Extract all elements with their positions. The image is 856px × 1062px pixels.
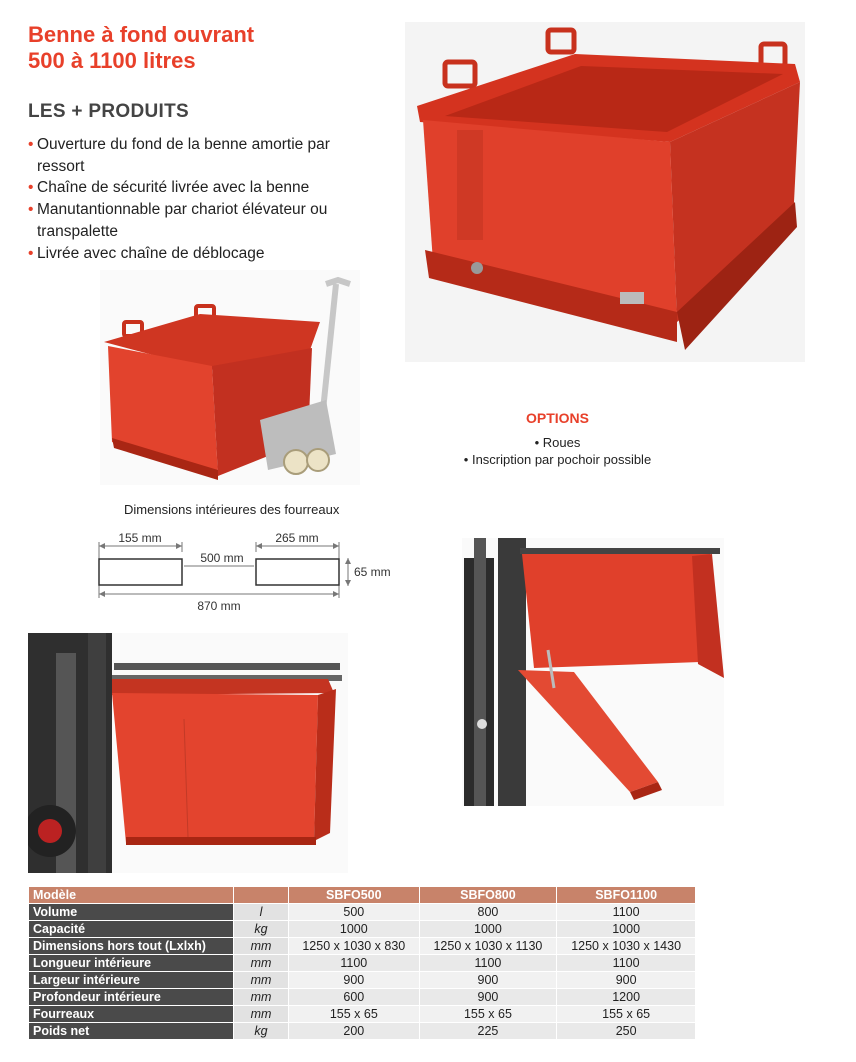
cell-value: 1100 <box>289 955 420 972</box>
table-row <box>29 989 696 1006</box>
row-label: Dimensions hors tout (Lxlxh) <box>29 938 234 955</box>
row-unit: mm <box>234 989 289 1006</box>
feature-item: • Chaîne de sécurité livrée avec la benne <box>28 177 358 199</box>
row-unit: kg <box>234 921 289 938</box>
cell-value: 600 <box>289 989 420 1006</box>
page-title <box>28 22 254 74</box>
cell-value: 1250 x 1030 x 1430 <box>557 938 696 955</box>
cell-value: 1100 <box>557 955 696 972</box>
skip-on-forklift-photo <box>28 633 348 873</box>
options-heading: OPTIONS <box>525 410 589 426</box>
cell-value: 225 <box>419 1023 557 1040</box>
table-row <box>29 921 696 938</box>
features-list <box>28 134 358 264</box>
row-unit: kg <box>234 1023 289 1040</box>
row-label: Volume <box>29 904 234 921</box>
cell-value: 1250 x 1030 x 830 <box>289 938 420 955</box>
header-model: Modèle <box>29 887 234 904</box>
cell-value: 800 <box>419 904 557 921</box>
skip-on-pallet-truck-photo <box>100 270 360 485</box>
row-unit: mm <box>234 972 289 989</box>
cell-value: 900 <box>557 972 696 989</box>
red-skip-bin-photo <box>405 22 805 362</box>
row-unit: mm <box>234 1006 289 1023</box>
row-label: Largeur intérieure <box>29 972 234 989</box>
row-unit: mm <box>234 955 289 972</box>
cell-value: 900 <box>419 989 557 1006</box>
row-label: Capacité <box>29 921 234 938</box>
feature-item: • Ouverture du fond de la benne amortie par ressort <box>28 134 358 177</box>
cell-value: 1250 x 1030 x 1130 <box>419 938 557 955</box>
option-item: • Roues <box>534 435 581 450</box>
cell-value: 900 <box>289 972 420 989</box>
spec-table <box>28 886 696 1040</box>
cell-value: 1100 <box>557 904 696 921</box>
cell-value: 900 <box>419 972 557 989</box>
cell-value: 200 <box>289 1023 420 1040</box>
table-row <box>29 1023 696 1040</box>
row-unit: mm <box>234 938 289 955</box>
row-label: Longueur intérieure <box>29 955 234 972</box>
cell-value: 500 <box>289 904 420 921</box>
row-unit: l <box>234 904 289 921</box>
title-line-1: Benne à fond ouvrant <box>28 22 255 47</box>
dim-height: 65 mm <box>354 565 391 579</box>
feature-item: • Livrée avec chaîne de déblocage <box>28 243 358 265</box>
row-label: Fourreaux <box>29 1006 234 1023</box>
title-line-2: 500 à 1100 litres <box>28 48 196 73</box>
header-sbfo800: SBFO800 <box>419 887 557 904</box>
cell-value: 1200 <box>557 989 696 1006</box>
option-item: • Inscription par pochoir possible <box>463 452 652 467</box>
table-row <box>29 1006 696 1023</box>
dimensions-title: Dimensions intérieures des fourreaux <box>124 502 340 517</box>
table-row <box>29 972 696 989</box>
feature-item: • Manutantionnable par chariot élévateur ou transpalette <box>28 199 358 242</box>
fork-pocket-dimension-diagram <box>90 522 420 618</box>
skip-bottom-open-photo <box>462 538 724 806</box>
cell-value: 1000 <box>419 921 557 938</box>
features-heading: LES + PRODUITS <box>28 101 189 122</box>
dim-gap: 500 mm <box>200 551 244 565</box>
dim-total: 870 mm <box>197 599 241 613</box>
cell-value: 250 <box>557 1023 696 1040</box>
header-sbfo500: SBFO500 <box>289 887 420 904</box>
cell-value: 1100 <box>419 955 557 972</box>
cell-value: 155 x 65 <box>289 1006 420 1023</box>
row-label: Profondeur intérieure <box>29 989 234 1006</box>
table-row <box>29 938 696 955</box>
table-row <box>29 904 696 921</box>
cell-value: 1000 <box>557 921 696 938</box>
cell-value: 155 x 65 <box>557 1006 696 1023</box>
row-label: Poids net <box>29 1023 234 1040</box>
options-list <box>455 434 660 468</box>
dim-right-width: 265 mm <box>275 531 319 545</box>
dim-left-width: 155 mm <box>118 531 162 545</box>
table-header-row <box>29 887 696 904</box>
header-unit <box>234 887 289 904</box>
cell-value: 155 x 65 <box>419 1006 557 1023</box>
table-row <box>29 955 696 972</box>
header-sbfo1100: SBFO1100 <box>557 887 696 904</box>
cell-value: 1000 <box>289 921 420 938</box>
